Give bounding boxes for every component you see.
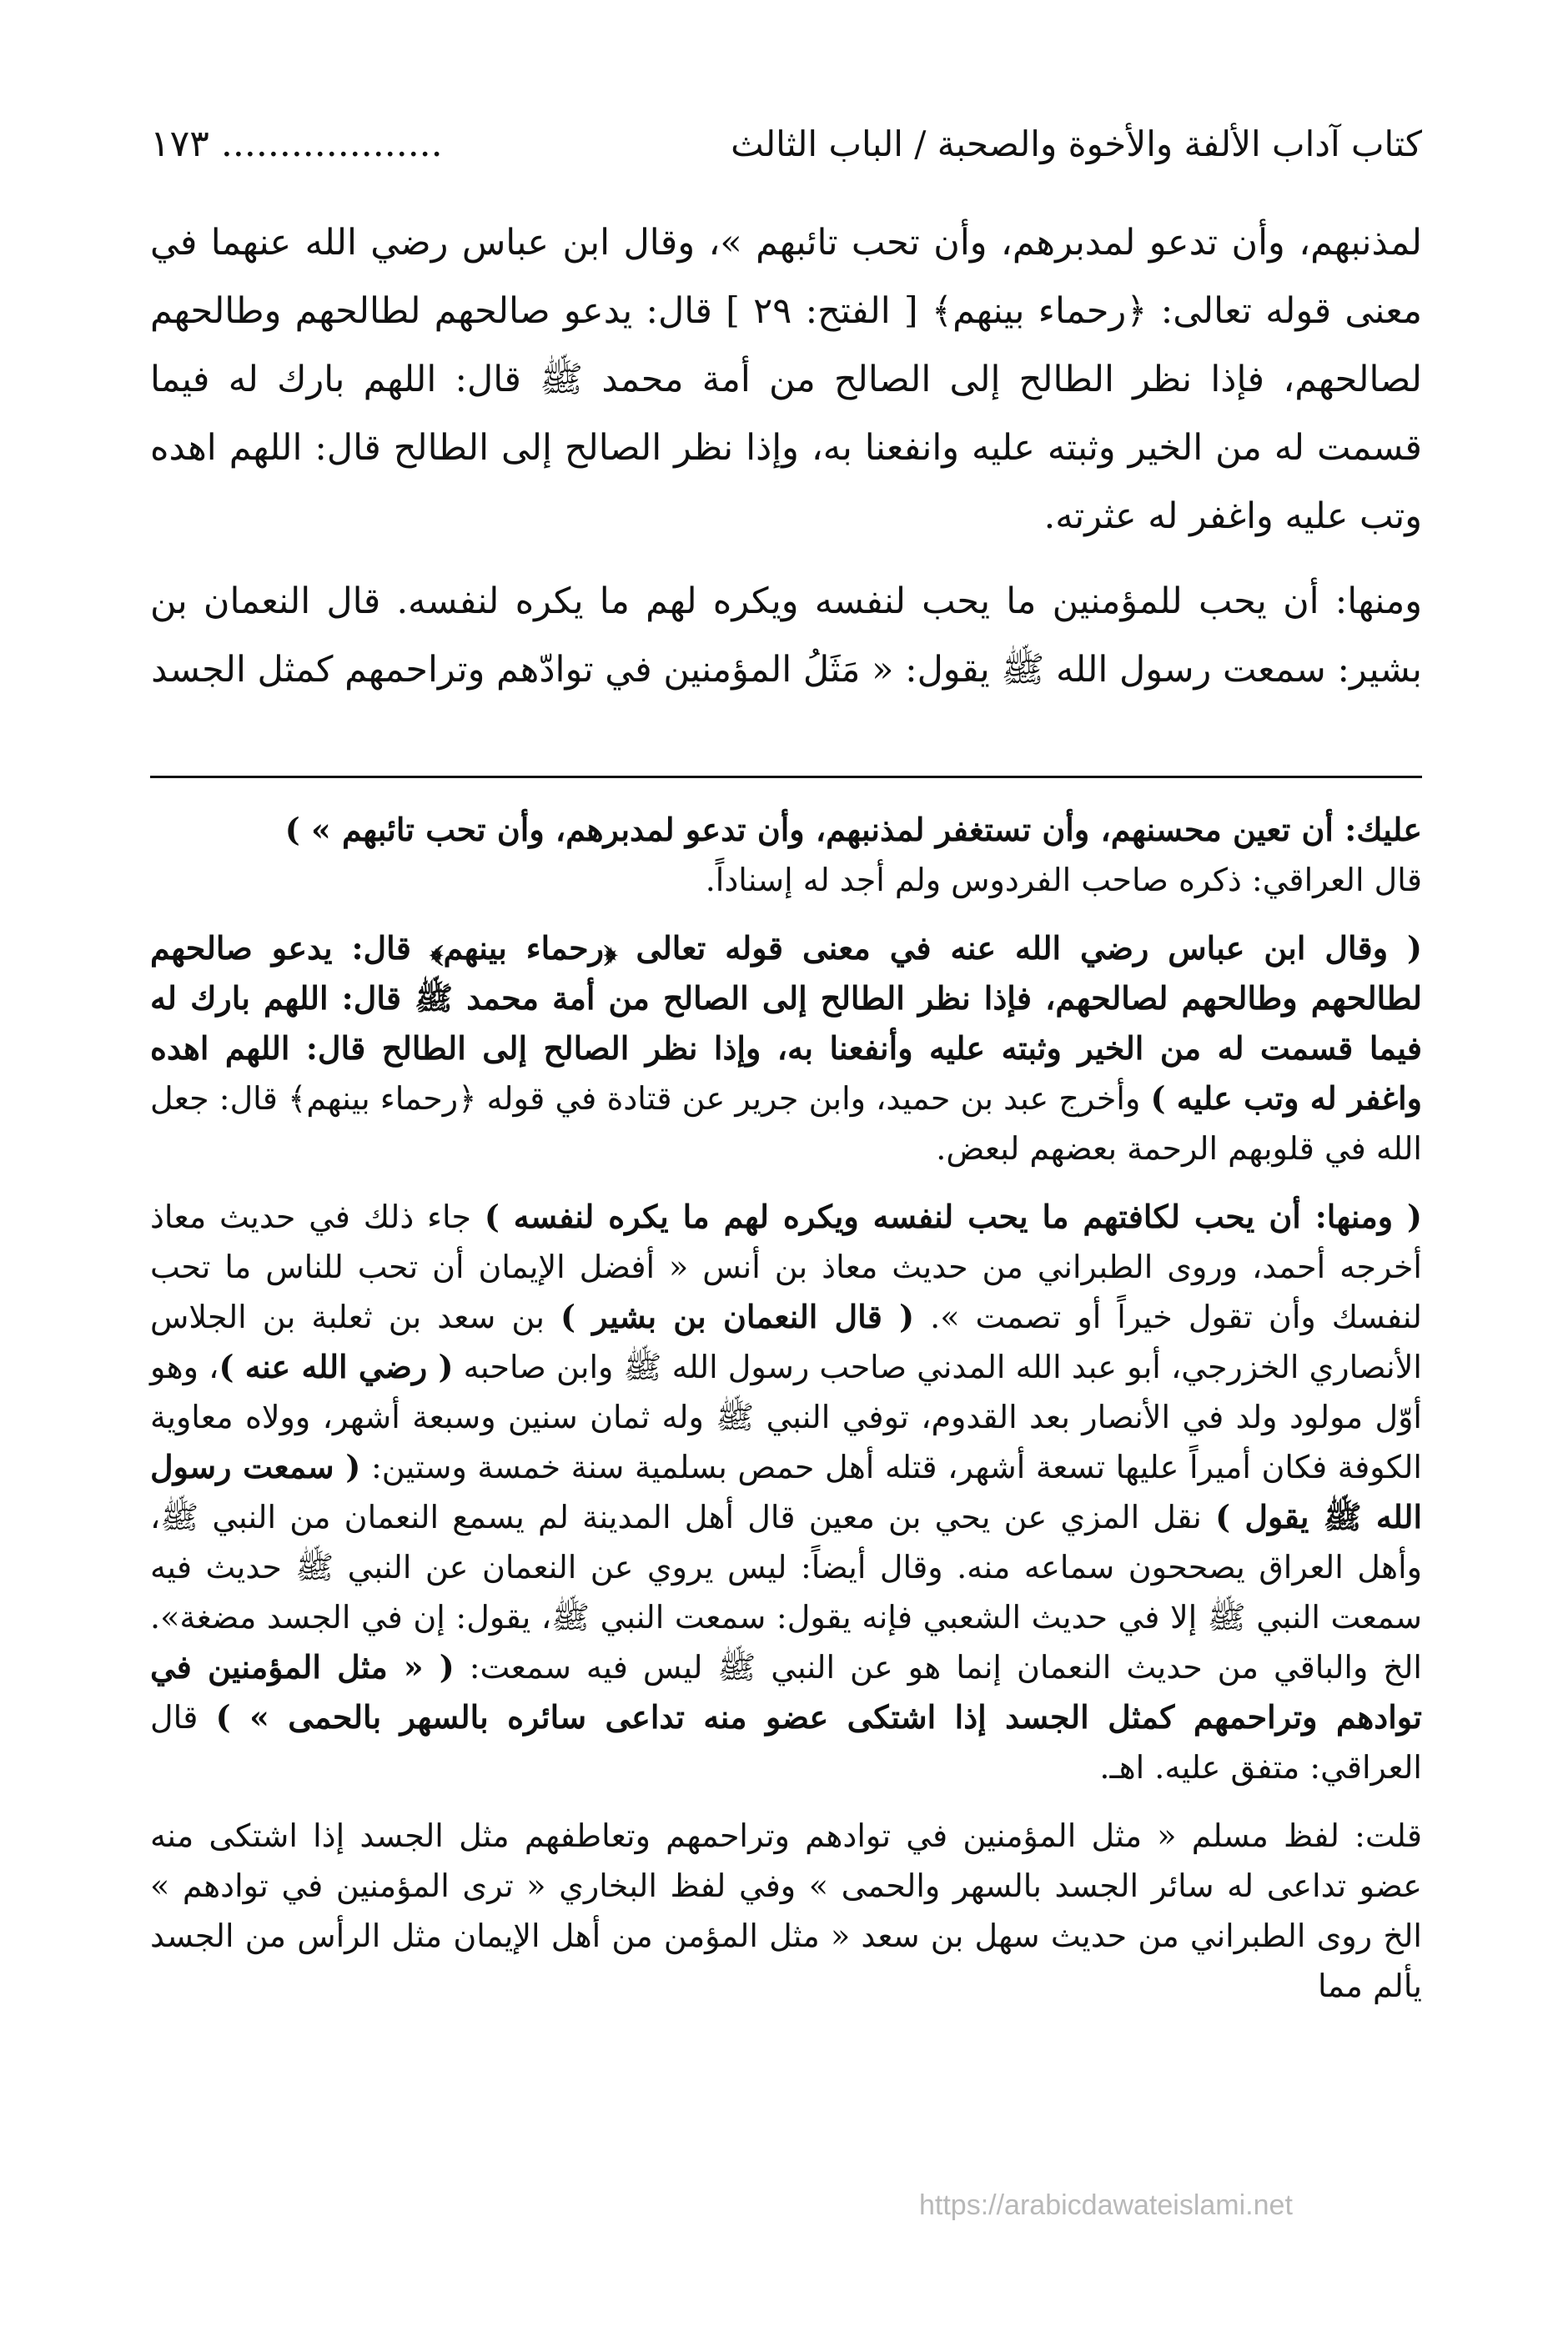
page-number bbox=[150, 123, 443, 165]
note-3-text-3: ، وهو أوّل مولود ولد في الأنصار بعد القدوم، توفي النبي ﷺ وله ثمان سنين وسبعة أشهر، وولاه معاوية الكوفة فكان أميراً عليها تسعة أشهر، قتله أهل حمص بسلمية سنة خمسة وستين: bbox=[150, 1349, 1422, 1485]
watermark-url: https://arabicdawateislami.net bbox=[919, 2189, 1293, 2221]
note-1-quote: عليك: أن تعين محسنهم، وأن تستغفر لمذنبهم، وأن تدعو لمدبرهم، وأن تحب تائبهم » ) bbox=[284, 811, 1422, 848]
note-3-quote-4: ( سمعت رسول الله ﷺ يقول ) bbox=[150, 1448, 1422, 1535]
note-3-text-4: نقل المزي عن يحي بن معين قال أهل المدينة لم يسمع النعمان من النبي ﷺ، وأهل العراق يصححون سماعه منه. وقال أيضاً: ليس يروي عن النعمان عن النبي ﷺ حديث فيه سمعت النبي ﷺ إلا في حديث الشعبي فإنه يقول: سمعت النبي ﷺ، يقول: إن في الجسد مضغة». الخ والباقي من حديث النعمان إنما هو عن النبي ﷺ ليس فيه سمعت: bbox=[150, 1499, 1422, 1686]
note-1-text: قال العراقي: ذكره صاحب الفردوس ولم أجد له إسناداً. bbox=[705, 862, 1422, 898]
note-2 bbox=[150, 923, 1422, 1174]
note-4: قلت: لفظ مسلم « مثل المؤمنين في توادهم وتراحمهم وتعاطفهم مثل الجسد إذا اشتكى منه عضو تداعى له سائر الجسد بالسهر والحمى » وفي لفظ البخاري « ترى المؤمنين في توادهم » الخ روى الطبراني من حديث سهل بن سعد « مثل المؤمن من أهل الإيمان مثل الرأس من الجسد يألم مما bbox=[150, 1817, 1422, 2004]
note-3 bbox=[150, 1192, 1422, 1792]
note-3-quote-1: ( ومنها: أن يحب لكافتهم ما يحب لنفسه ويكره لهم ما يكره لنفسه ) bbox=[484, 1198, 1422, 1235]
note-3-text-1: جاء ذلك في حديث معاذ أخرجه أحمد، وروى الطبراني من حديث معاذ بن أنس « أفضل الإيمان أن تحب للناس ما تحب لنفسك وأن تقول خيراً أو تصمت ». bbox=[150, 1199, 1422, 1335]
main-paragraph-1: لمذنبهم، وأن تدعو لمدبرهم، وأن تحب تائبهم »، وقال ابن عباس رضي الله عنهما في معنى قوله تعالى: ﴿رحماء بينهم﴾ [ الفتح: ٢٩ ] قال: يدعو صالحهم لطالحهم وطالحهم لصالحهم، فإذا نظر الطالح إلى الصالح من أمة محمد ﷺ قال: اللهم بارك له فيما قسمت له من الخير وثبته عليه وانفعنا به، وإذا نظر الصالح إلى الطالح قال: اللهم اهده وتب عليه واغفر له عثرته. bbox=[150, 222, 1422, 537]
footnote-divider bbox=[150, 776, 1422, 778]
header-dots: ................... bbox=[220, 122, 443, 165]
note-3-quote-2: ( قال النعمان بن بشير ) bbox=[560, 1298, 915, 1335]
main-text bbox=[150, 209, 1422, 721]
note-2-text: وأخرج عبد بن حميد، وابن جرير عن قتادة في قوله ﴿رحماء بينهم﴾ قال: جعل الله في قلوبهم الرحمة بعضهم لبعض. bbox=[150, 1080, 1422, 1167]
note-2-quote: ( وقال ابن عباس رضي الله عنه في معنى قوله تعالى ﴿رحماء بينهم﴾ قال: يدعو صالحهم لطالحهم وطالحهم لصالحهم، فإذا نظر الطالح إلى الصالح من أمة محمد ﷺ قال: اللهم بارك له فيما قسمت له من الخير وثبته عليه وأنفعنا به، وإذا نظر الصالح إلى الطالح قال: اللهم اهده واغفر له وتب عليه ) bbox=[150, 929, 1422, 1117]
header-title: كتاب آداب الألفة والأخوة والصحبة / الباب الثالث bbox=[731, 123, 1422, 164]
commentary bbox=[150, 805, 1422, 2029]
note-3-quote-5: ( « مثل المؤمنين في توادهم وتراحمهم كمثل الجسد إذا اشتكى عضو منه تداعى سائره بالسهر بالحمى » ) bbox=[150, 1648, 1422, 1736]
note-3-quote-3: ( رضي الله عنه ) bbox=[219, 1348, 454, 1385]
note-3-text-2: بن سعد بن ثعلبة بن الجلاس الأنصاري الخزرجي، أبو عبد الله المدني صاحب رسول الله ﷺ وابن صاحبه bbox=[150, 1299, 1422, 1385]
running-header bbox=[150, 110, 1422, 177]
note-3-text-5: قال العراقي: متفق عليه. اهـ. bbox=[150, 1699, 1422, 1786]
main-paragraph-2: ومنها: أن يحب للمؤمنين ما يحب لنفسه ويكره لهم ما يكره لنفسه. قال النعمان بن بشير: سمعت رسول الله ﷺ يقول: « مَثَلُ المؤمنين في توادّهم وتراحمهم كمثل الجسد bbox=[150, 580, 1422, 691]
note-1 bbox=[150, 805, 1422, 905]
page-number-value: ١٧٣ bbox=[150, 122, 209, 165]
